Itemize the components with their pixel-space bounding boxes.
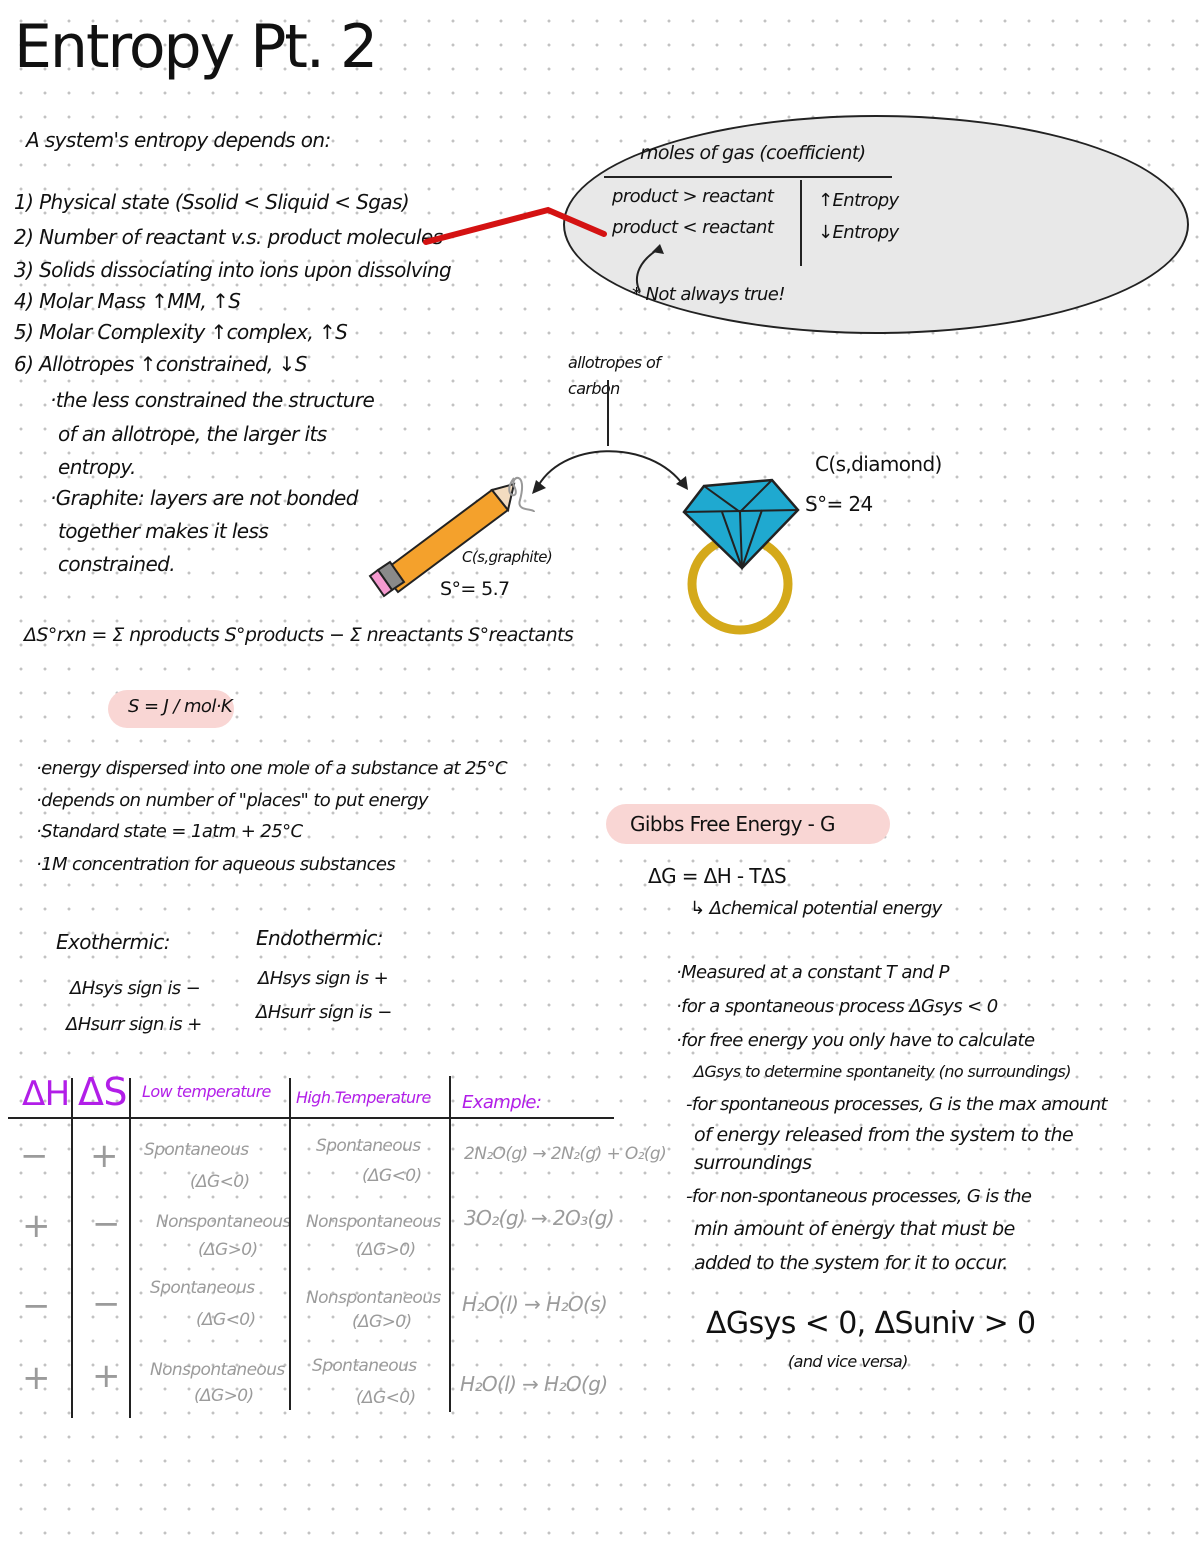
table-cell-low-cond: (ΔG>0) — [198, 1240, 258, 1260]
table-cell-high: Spontaneous — [316, 1136, 421, 1156]
allotrope-note: of an allotrope, the larger its — [58, 422, 327, 446]
gibbs-arrow-note: ↳ Δchemical potential energy — [690, 898, 942, 919]
table-cell-low-cond: (ΔG>0) — [194, 1386, 254, 1406]
table-cell-high-cond: (ΔG<0) — [356, 1388, 416, 1408]
entropy-formula: ΔS°rxn = Σ nproducts S°products − Σ nreactants S°reactants — [24, 624, 574, 646]
factor-3: 3) Solids dissociating into ions upon dissolving — [14, 258, 452, 282]
table-header-dh: ΔH — [22, 1074, 70, 1114]
table-header-high: High Temperature — [296, 1088, 431, 1107]
oval-note-arrow — [637, 248, 660, 292]
table-cell-ds: + — [92, 1356, 120, 1396]
table-cell-example: H₂O(l) → H₂O(g) — [460, 1372, 608, 1396]
allotropes-arrow — [536, 451, 684, 490]
gibbs-final-note: (and vice versa) — [788, 1352, 908, 1371]
allotrope-note: ·Graphite: layers are not bonded — [50, 486, 358, 510]
gibbs-note: ·for free energy you only have to calculate — [676, 1030, 1035, 1051]
endothermic-heading: Endothermic: — [256, 926, 383, 950]
gibbs-note: min amount of energy that must be — [694, 1218, 1015, 1240]
diamond-label: C(s,diamond) — [815, 452, 942, 476]
gibbs-note: -for spontaneous processes, G is the max amount — [686, 1094, 1107, 1115]
allotropes-label: allotropes of carbon — [568, 353, 661, 398]
table-cell-dh: + — [22, 1206, 50, 1246]
factor-1: 1) Physical state (Ssolid < Sliquid < Sgas) — [14, 190, 410, 214]
table-cell-dh: + — [22, 1358, 50, 1398]
moles-row-2: product < reactant — [612, 217, 774, 238]
exothermic-line: ΔHsurr sign is + — [66, 1014, 202, 1035]
gibbs-equation: ΔG = ΔH - TΔS — [648, 864, 787, 888]
gibbs-final: ΔGsys < 0, ΔSuniv > 0 — [706, 1306, 1036, 1341]
table-cell-ds: − — [92, 1204, 120, 1244]
pencil-drawing — [370, 478, 534, 596]
table-cell-high: Nonspontaneous — [306, 1288, 441, 1308]
diamond-value: S°= 24 — [805, 492, 873, 516]
factor-2: 2) Number of reactant v.s. product molecules — [14, 225, 443, 249]
gibbs-note: added to the system for it to occur. — [694, 1252, 1008, 1274]
table-cell-dh: − — [20, 1136, 48, 1176]
factor-5: 5) Molar Complexity ↑complex, ↑S — [14, 320, 348, 344]
table-cell-low: Spontaneous — [150, 1278, 255, 1298]
table-cell-high-cond: (ΔG>0) — [352, 1312, 412, 1332]
table-cell-low: Nonspontaneous — [150, 1360, 285, 1380]
std-note: ·energy dispersed into one mole of a substance at 25°C — [36, 758, 508, 779]
page-title: Entropy Pt. 2 — [14, 12, 377, 82]
depends-heading: A system's entropy depends on: — [26, 128, 331, 152]
graphite-value: S°= 5.7 — [440, 578, 510, 600]
allotrope-note: ·the less constrained the structure — [50, 388, 375, 412]
gibbs-heading: Gibbs Free Energy - G — [630, 812, 835, 836]
endothermic-line: ΔHsys sign is + — [258, 968, 389, 989]
table-cell-high: Spontaneous — [312, 1356, 417, 1376]
table-cell-dh: − — [22, 1286, 50, 1326]
std-note: ·1M concentration for aqueous substances — [36, 854, 396, 875]
moles-row-1: product > reactant — [612, 186, 774, 207]
gibbs-note: ·for a spontaneous process ΔGsys < 0 — [676, 996, 998, 1017]
table-cell-low: Nonspontaneous — [156, 1212, 291, 1232]
exothermic-line: ΔHsys sign is − — [70, 978, 201, 999]
endothermic-line: ΔHsurr sign is − — [256, 1002, 392, 1023]
table-cell-low-cond: (ΔG<0) — [190, 1172, 250, 1192]
moles-result-1: ↑Entropy — [818, 190, 899, 211]
factor-4: 4) Molar Mass ↑MM, ↑S — [14, 289, 241, 313]
table-cell-high-cond: (ΔG<0) — [362, 1166, 422, 1186]
table-cell-ds: − — [92, 1284, 120, 1324]
allotrope-note: together makes it less — [58, 519, 269, 543]
table-header-example: Example: — [462, 1092, 542, 1113]
moles-header: moles of gas (coefficient) — [640, 142, 866, 164]
gibbs-note: surroundings — [694, 1152, 812, 1174]
table-header-low: Low temperature — [142, 1082, 271, 1101]
table-header-ds: ΔS — [78, 1070, 127, 1114]
moles-note: * Not always true! — [632, 284, 785, 305]
table-cell-example: 2N₂O(g) → 2N₂(g) + O₂(g) — [464, 1144, 667, 1164]
gibbs-note: of energy released from the system to the — [694, 1124, 1074, 1146]
moles-result-2: ↓Entropy — [818, 222, 899, 243]
graphite-label: C(s,graphite) — [462, 548, 553, 566]
gibbs-note: ·Measured at a constant T and P — [676, 962, 949, 983]
std-note: ·Standard state = 1atm + 25°C — [36, 821, 303, 842]
allotropes-arrowhead-left — [532, 480, 546, 494]
table-cell-example: 3O₂(g) → 2O₃(g) — [464, 1206, 615, 1230]
std-note: ·depends on number of "places" to put energy — [36, 790, 428, 811]
exothermic-heading: Exothermic: — [56, 930, 170, 954]
table-cell-high-cond: (ΔG>0) — [356, 1240, 416, 1260]
factor-6: 6) Allotropes ↑constrained, ↓S — [14, 352, 307, 376]
diamond-ring-drawing — [684, 480, 798, 630]
allotrope-note: constrained. — [58, 552, 176, 576]
table-cell-high: Nonspontaneous — [306, 1212, 441, 1232]
table-cell-ds: + — [90, 1136, 118, 1176]
table-cell-low-cond: (ΔG<0) — [196, 1310, 256, 1330]
table-cell-example: H₂O(l) → H₂O(s) — [462, 1292, 608, 1316]
units: S = J / mol·K — [128, 696, 233, 717]
allotrope-note: entropy. — [58, 455, 136, 479]
gibbs-note: -for non-spontaneous processes, G is the — [686, 1186, 1032, 1207]
table-cell-low: Spontaneous — [144, 1140, 249, 1160]
gibbs-note: ΔGsys to determine spontaneity (no surroundings) — [694, 1062, 1071, 1081]
red-connector-line — [426, 210, 604, 242]
